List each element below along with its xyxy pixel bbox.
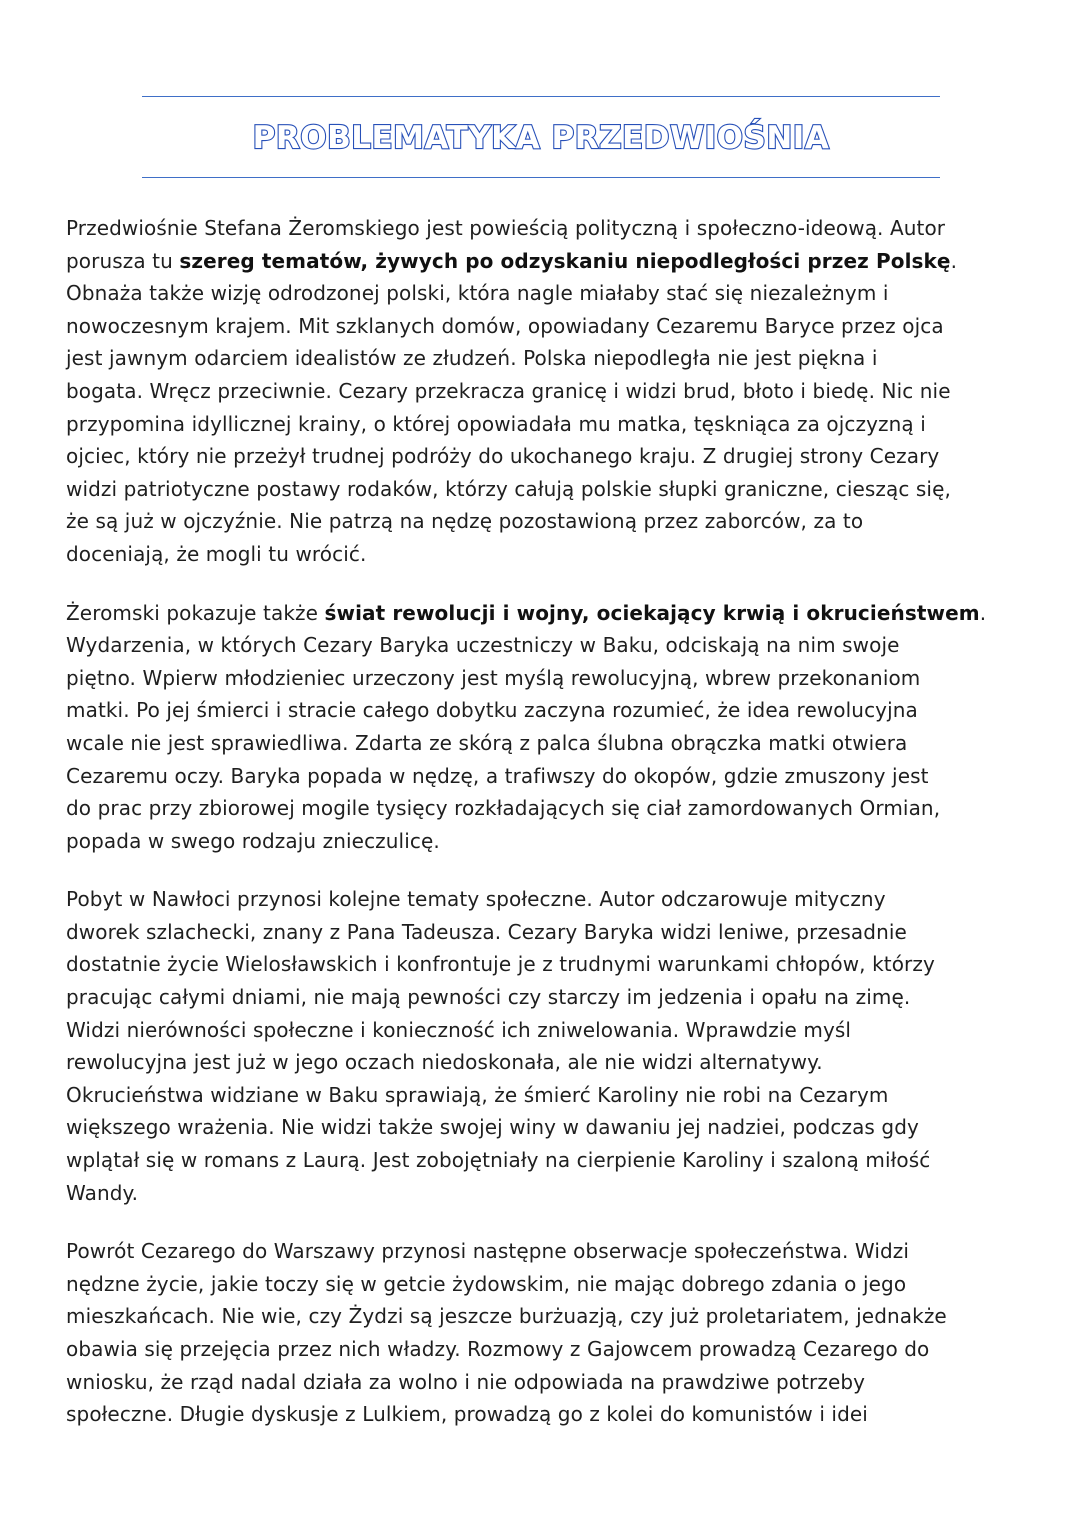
text-segment: popada w swego rodzaju znieczulicę. [66,828,440,853]
title-top-rule [142,96,940,97]
text-segment: wplątał się w romans z Laurą. Jest zobojętniały na cierpienie Karoliny i szaloną miłość [66,1148,931,1173]
text-segment: wcale nie jest sprawiedliwa. Zdarta ze skórą z palca ślubna obrączka matki otwiera [66,730,908,755]
text-line [66,505,1016,538]
title-block [142,96,940,178]
text-line [66,727,1016,760]
text-line [66,792,1016,825]
text-segment: wniosku, że rząd nadal działa za wolno i nie odpowiada na prawdziwe potrzeby [66,1369,866,1394]
text-line [66,825,1016,858]
text-line [66,662,1016,695]
text-segment: Widzi nierówności społeczne i konieczność ich zniwelowania. Wprawdzie myśl [66,1017,852,1042]
text-segment: nędzne życie, jakie toczy się w getcie żydowskim, nie mając dobrego zdania o jego [66,1271,907,1296]
text-line [66,981,1016,1014]
text-segment: że są już w ojczyźnie. Nie patrzą na nędzę pozostawioną przez zaborców, za to [66,509,864,534]
text-line [66,1398,1016,1431]
text-segment: Cezaremu oczy. Baryka popada w nędzę, a trafiwszy do okopów, gdzie zmuszony jest [66,763,929,788]
text-segment: Okrucieństwa widziane w Baku sprawiają, że śmierć Karoliny nie robi na Cezarym [66,1082,889,1107]
text-line [66,408,1016,441]
text-segment: Powrót Cezarego do Warszawy przynosi następne obserwacje społeczeństwa. Widzi [66,1239,910,1264]
text-segment: Wandy. [66,1180,139,1205]
text-line [66,245,1016,278]
text-line [66,1079,1016,1112]
text-line [66,1366,1016,1399]
paragraph [66,212,1016,571]
text-segment: piętno. Wpierw młodzieniec urzeczony jest myślą rewolucyjną, wbrew przekonaniom [66,665,921,690]
text-line [66,473,1016,506]
text-line [66,277,1016,310]
text-segment: matki. Po jej śmierci i stracie całego dobytku zaczyna rozumieć, że idea rewolucyjna [66,698,918,723]
text-segment: Żeromski pokazuje także [66,600,325,625]
text-line [66,342,1016,375]
text-segment: jest jawnym odarciem idealistów ze złudzeń. Polska niepodległa nie jest piękna i [66,346,878,371]
page-title: PROBLEMATYKA PRZEDWIOŚNIA [252,120,830,156]
text-segment: społeczne. Długie dyskusje z Lulkiem, prowadzą go z kolei do komunistów i idei [66,1402,868,1427]
text-line [66,1046,1016,1079]
text-line [66,538,1016,571]
text-segment: . [979,600,987,625]
text-line [66,310,1016,343]
text-line [66,1235,1016,1268]
text-line [66,916,1016,949]
text-segment: rewolucyjna jest już w jego oczach niedoskonała, ale nie widzi alternatywy. [66,1050,823,1075]
paragraph [66,1235,1016,1431]
text-line [66,760,1016,793]
text-segment: obawia się przejęcia przez nich władzy. Rozmowy z Gajowcem prowadzą Cezarego do [66,1337,930,1361]
text-line [66,375,1016,408]
text-line [66,1333,1016,1366]
text-segment: Obnaża także wizję odrodzonej polski, która nagle miałaby stać się niezależnym i [66,281,889,306]
text-line [66,440,1016,473]
text-segment: do prac przy zbiorowej mogile tysięcy rozkładających się ciał zamordowanych Ormian, [66,796,941,821]
text-segment: nowoczesnym krajem. Mit szklanych domów, opowiadany Cezaremu Baryce przez ojca [66,313,944,338]
bold-text: świat rewolucji i wojny, ociekający krwią i okrucieństwem [324,600,980,625]
text-line [66,212,1016,245]
text-segment: . [950,248,958,273]
text-segment: większego wrażenia. Nie widzi także swojej winy w dawaniu jej nadziei, podczas gdy [66,1115,919,1140]
text-line [66,1014,1016,1047]
title-bottom-rule [142,177,940,178]
text-line [66,883,1016,916]
text-segment: pracując całymi dniami, nie mają pewności czy starczy im jedzenia i opału na zimę. [66,985,911,1010]
text-line [66,629,1016,662]
text-line [66,948,1016,981]
text-segment: Wydarzenia, w których Cezary Baryka uczestniczy w Baku, odciskają na nim swoje [66,633,900,658]
text-line [66,1111,1016,1144]
text-segment: widzi patriotyczne postawy rodaków, którzy całują polskie słupki graniczne, ciesząc się, [66,476,951,501]
text-line [66,1300,1016,1333]
text-segment: przypomina idyllicznej krainy, o której opowiadała mu matka, tęskniąca za ojczyzną i [66,411,926,436]
text-segment: Przedwiośnie Stefana Żeromskiego jest powieścią polityczną i społeczno-ideową. Autor [66,216,946,240]
document-body [66,212,1016,1457]
text-segment: porusza tu [66,248,180,273]
text-line [66,597,1016,630]
text-line [66,1268,1016,1301]
text-segment: dworek szlachecki, znany z Pana Tadeusza. Cezary Baryka widzi leniwe, przesadnie [66,919,907,944]
bold-text: szereg tematów, żywych po odzyskaniu niepodległości przez Polskę [179,248,951,273]
text-segment: bogata. Wręcz przeciwnie. Cezary przekracza granicę i widzi brud, błoto i biedę. Nic nie [66,378,951,403]
text-segment: dostatnie życie Wielosławskich i konfrontuje je z trudnymi warunkami chłopów, którzy [66,952,935,977]
text-segment: doceniają, że mogli tu wrócić. [66,541,367,566]
text-line [66,1144,1016,1177]
text-segment: ojciec, który nie przeżył trudnej podróży do ukochanego kraju. Z drugiej strony Cezary [66,444,940,469]
text-segment: mieszkańcach. Nie wie, czy Żydzi są jeszcze burżuazją, czy już proletariatem, jednakże [66,1304,947,1329]
text-segment: Pobyt w Nawłoci przynosi kolejne tematy społeczne. Autor odczarowuje mityczny [66,887,886,912]
text-line [66,1177,1016,1210]
paragraph [66,597,1016,858]
text-line [66,694,1016,727]
paragraph [66,883,1016,1209]
